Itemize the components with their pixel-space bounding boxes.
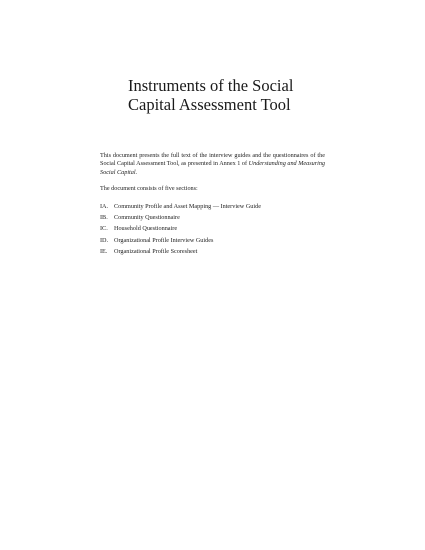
section-number: ID. [100, 236, 109, 244]
section-label: Community Questionnaire [114, 214, 180, 222]
section-number: IC. [100, 225, 108, 233]
title-line-2: Capital Assessment Tool [128, 95, 291, 114]
section-item [100, 223, 261, 234]
section-item [100, 212, 261, 223]
sections-intro: The document consists of five sections: [100, 185, 198, 192]
section-label: Organizational Profile Scoresheet [114, 247, 198, 255]
intro-text: This document presents the full text of the interview guides and the questionnaires of the Social Capital Assessment Tool, as presented in Annex 1 of [100, 152, 325, 168]
intro-book-title: Understanding and Measuring Social Capital. [100, 160, 326, 176]
section-label: Organizational Profile Interview Guides [114, 236, 214, 244]
section-label: Household Questionnaire [114, 225, 178, 233]
section-item [100, 246, 261, 257]
title-line-1: Instruments of the Social [128, 76, 294, 95]
section-item [100, 201, 261, 212]
section-number: IE. [100, 247, 108, 255]
intro-paragraph [100, 152, 325, 177]
document-title [128, 76, 368, 114]
section-item [100, 235, 261, 246]
sections-list [100, 201, 261, 257]
section-label: Community Profile and Asset Mapping — Interview Guide [114, 203, 261, 210]
section-number: IB. [100, 214, 108, 222]
section-number: IA. [100, 203, 109, 210]
